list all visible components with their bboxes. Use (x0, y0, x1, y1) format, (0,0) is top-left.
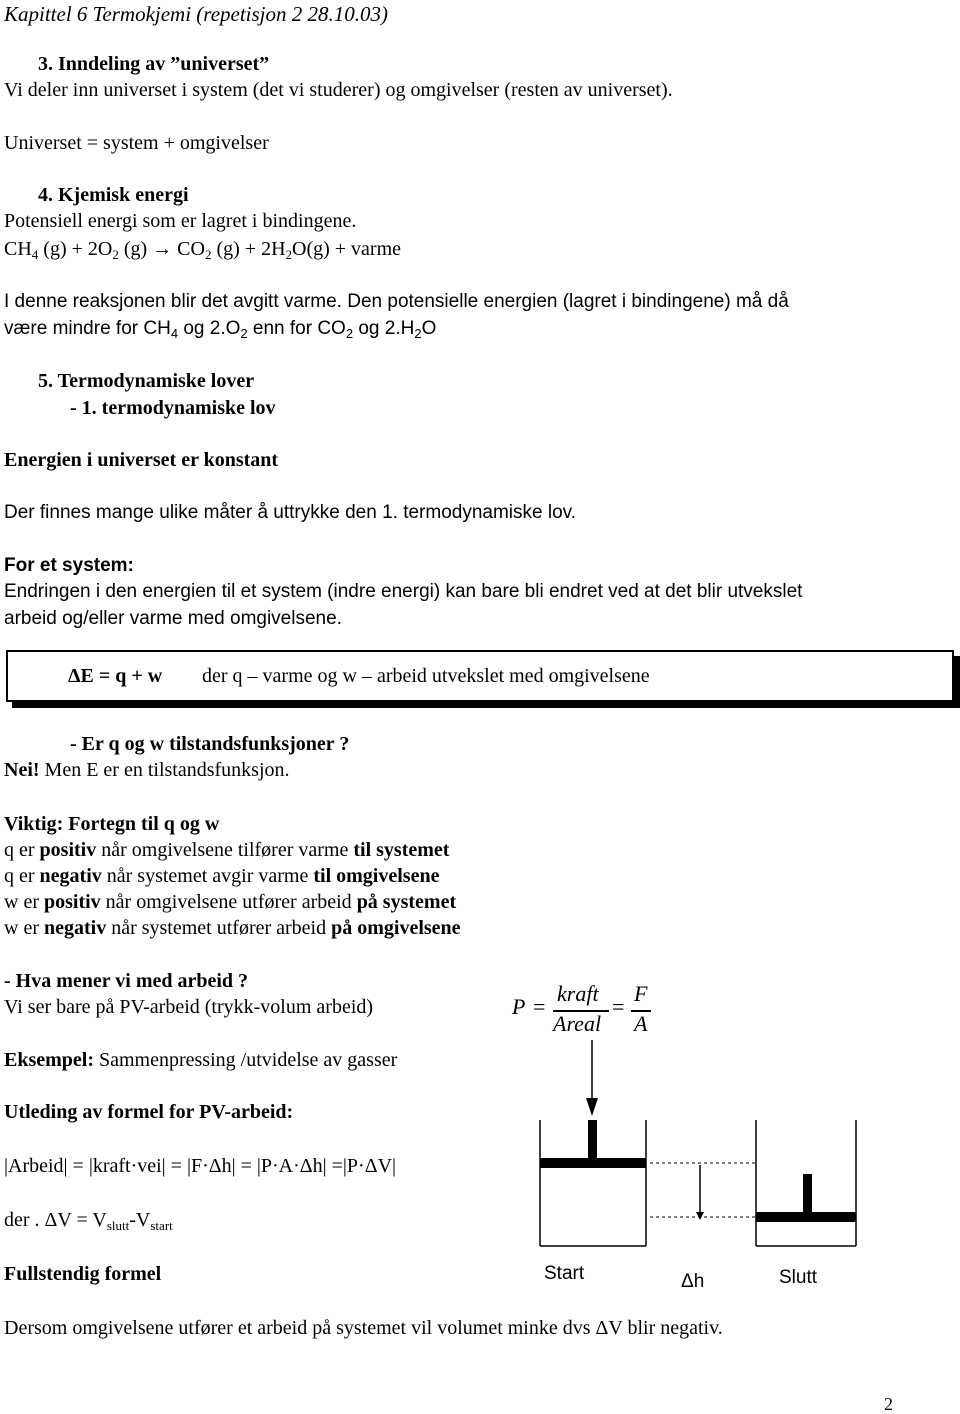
full-formula-label: Fullstendig formel (4, 1263, 162, 1285)
work-question: - Hva mener vi med arbeid ? (4, 970, 249, 992)
section-5-subtitle: - 1. termodynamiske lov (70, 397, 276, 419)
reaction-equation: $CH_4$ $(g) + 2O_2$ $(g) \to CO_2$ $(g) + 2H_2O(g)$ + varme (4, 238, 402, 262)
sign-rule-4: w er negativ når systemet utfører arbeid på omgivelsene (4, 917, 461, 939)
section-3-title: 3. Inndeling av ”universet” (38, 53, 270, 75)
end-piston-rod (803, 1174, 812, 1214)
diagram-end-label: Slutt (779, 1267, 818, 1288)
arrow-head-icon (586, 1098, 598, 1116)
for-system-label: For et system: (4, 555, 134, 576)
first-law-text: Der finnes mange ulike måter å uttrykke den 1. termodynamiske lov. (4, 502, 577, 523)
derivation-title: Utleding av formel for PV-arbeid: (4, 1101, 294, 1123)
piston-diagram (500, 1030, 860, 1270)
example-line: Eksempel: Sammenpressing /utvidelse av gasser (4, 1049, 398, 1071)
pv-work-text: Vi ser bare på PV-arbeid (trykk-volum arbeid) (4, 996, 374, 1018)
system-text-line2: arbeid og/eller varme med omgivelsene. (4, 608, 342, 629)
conclusion-text: Dersom omgivelsene utfører et arbeid på systemet vil volumet minke dvs ΔV blir negativ. (4, 1317, 723, 1339)
first-law-statement: Energien i universet er konstant (4, 449, 279, 471)
page-header: Kapittel 6 Termokjemi (repetisjon 2 28.10.03) (4, 2, 388, 26)
section-3-text: Vi deler inn universet i system (det vi studerer) og omgivelser (resten av universet). (4, 79, 673, 101)
state-function-question: - Er q og w tilstandsfunksjoner ? (70, 733, 350, 755)
system-text-line1: Endringen i den energien til et system (indre energi) kan bare bli endret ved at det blir utvekslet (4, 581, 803, 602)
energy-formula-explanation: der q – varme og w – arbeid utvekslet med omgivelsene (202, 665, 650, 687)
start-piston-rod (588, 1120, 597, 1160)
sign-rule-3: w er positiv når omgivelsene utfører arbeid på systemet (4, 891, 457, 913)
sign-rule-2: q er negativ når systemet avgir varme til omgivelsene (4, 865, 440, 887)
diagram-delta-h-label: Δh (681, 1271, 705, 1292)
end-cylinder (756, 1120, 856, 1246)
energy-formula-box (6, 650, 954, 702)
diagram-start-label: Start (544, 1263, 585, 1284)
work-derivation-formula: |Arbeid| = |kraft·vei| = |F·Δh| = |P·A·Δh| =|P·ΔV| (4, 1155, 397, 1177)
section-5-title: 5. Termodynamiske lover (38, 370, 255, 392)
energy-comparison: være mindre for $CH_4$ og $2.O_2$ enn for $CO_2$ og $2.H_2O$ (4, 318, 437, 341)
sign-convention-title: Viktig: Fortegn til q og w (4, 813, 220, 835)
reaction-text: I denne reaksjonen blir det avgitt varme. Den potensielle energien (lagret i bindingene) må då (4, 291, 789, 312)
energy-formula: ΔE = q + w (68, 665, 163, 687)
section-4-text: Potensiell energi som er lagret i bindingene. (4, 210, 357, 232)
page-number: 2 (884, 1394, 893, 1414)
section-4-title: 4. Kjemisk energi (38, 184, 189, 206)
state-function-answer: Nei! Men E er en tilstandsfunksjon. (4, 759, 290, 781)
sign-rule-1: q er positiv når omgivelsene tilfører varme til systemet (4, 839, 450, 861)
start-cylinder (540, 1120, 646, 1246)
universe-equation: Universet = system + omgivelser (4, 132, 269, 154)
reaction-arrow-icon: → (152, 238, 173, 260)
delta-v-definition: der . $\Delta V = V_{slutt}-V_{start}$ (4, 1209, 173, 1233)
